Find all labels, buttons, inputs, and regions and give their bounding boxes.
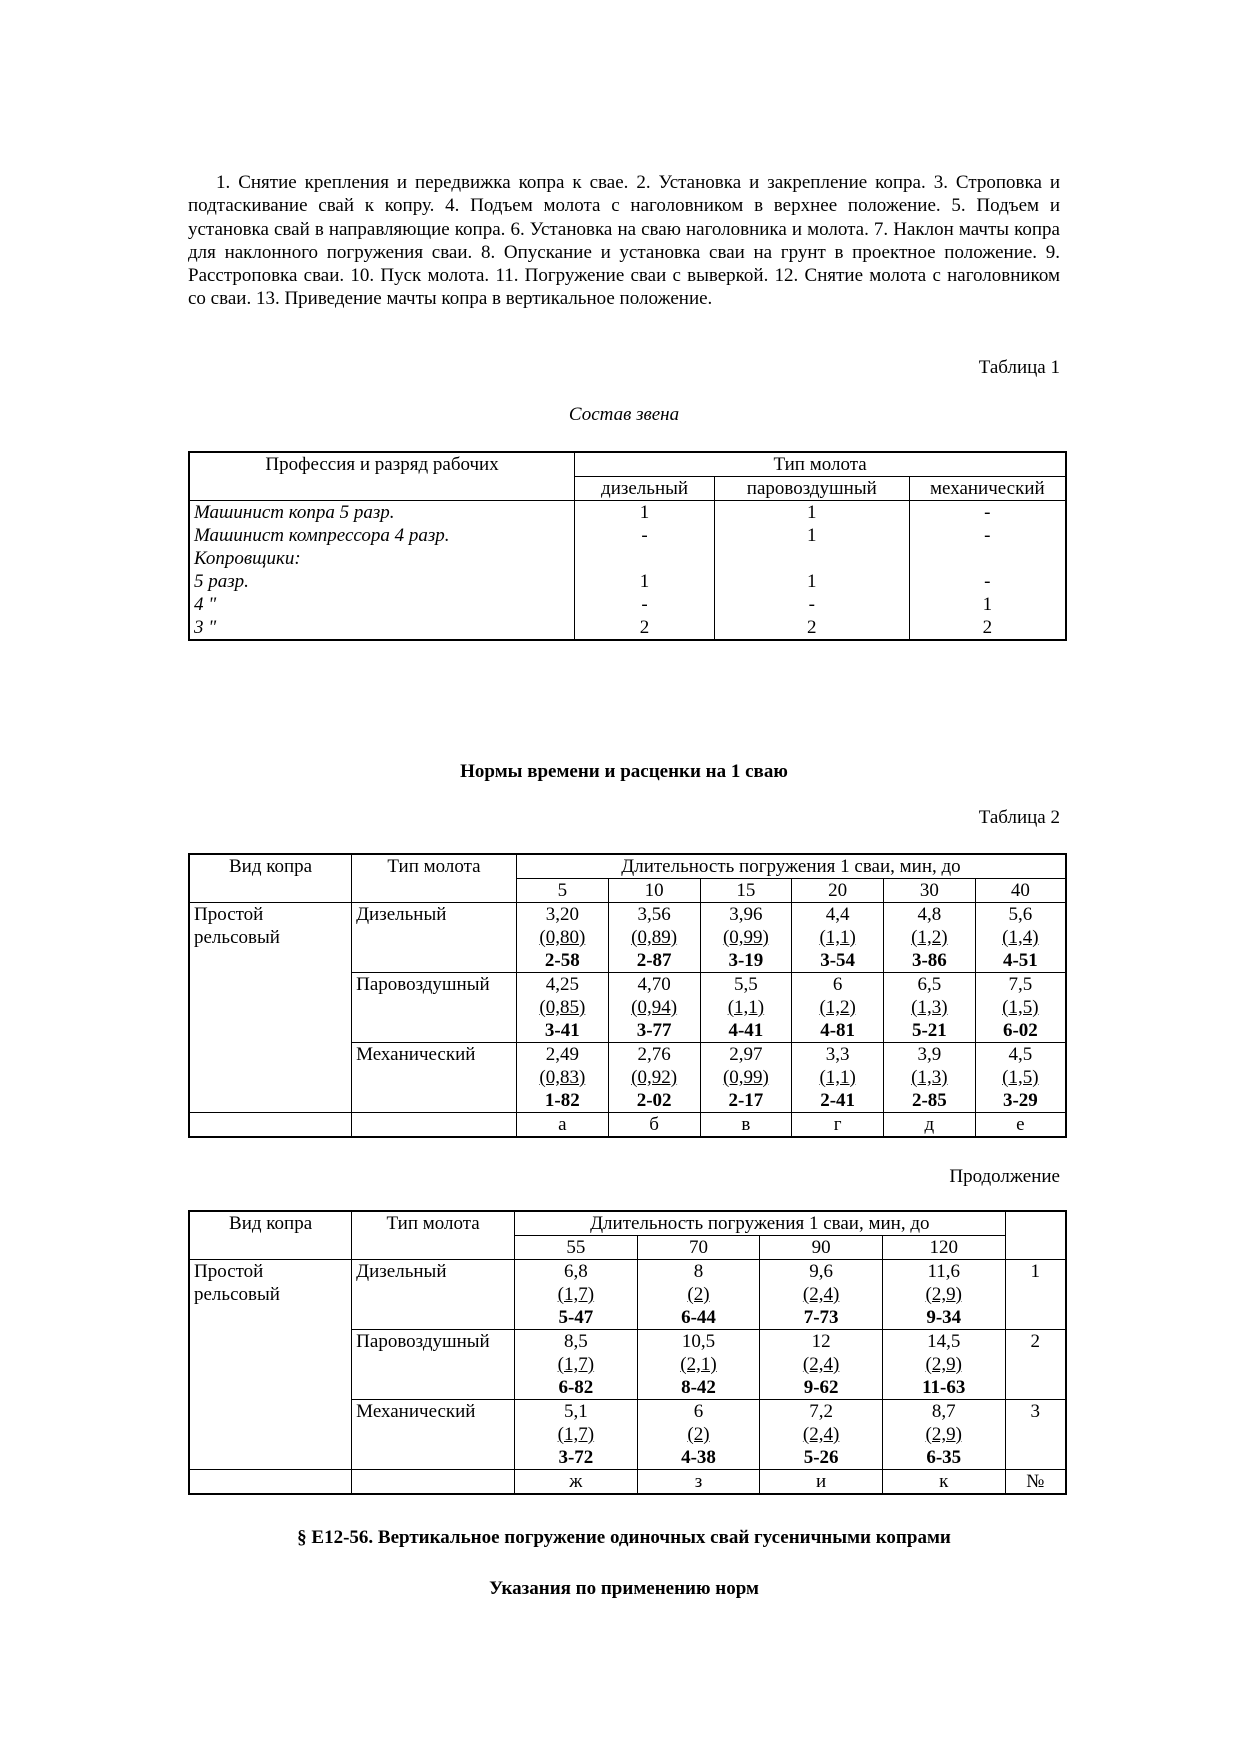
- norm-cell: [975, 903, 1066, 973]
- column-letter: г: [792, 1113, 884, 1138]
- header-hammer-type: Тип молота: [575, 452, 1066, 477]
- header-hammer: Тип молота: [352, 1211, 515, 1260]
- hammer-cell: Механический: [352, 1400, 515, 1470]
- time-norm: 9,6: [809, 1261, 833, 1282]
- pile-driver-cell: Простой рельсовый: [189, 1260, 352, 1470]
- mechanical-count: 1: [909, 593, 1066, 616]
- column-letter: е: [975, 1113, 1066, 1138]
- norm-row: [189, 1260, 1066, 1330]
- time-norm: 4,70: [637, 974, 671, 995]
- machinist-norm: (2,4): [802, 1424, 840, 1445]
- time-norm: 6: [832, 974, 843, 995]
- norm-cell: [516, 973, 608, 1043]
- machinist-norm: (0,94): [631, 997, 678, 1018]
- norm-cell: [516, 903, 608, 973]
- column-letter: а: [516, 1113, 608, 1138]
- diesel-count: 2: [575, 616, 715, 640]
- norm-cell: [792, 973, 884, 1043]
- norm-cell: [884, 1043, 976, 1113]
- machinist-norm: (1,2): [819, 997, 856, 1018]
- header-mechanical: механический: [909, 477, 1066, 501]
- time-norm: 8,5: [564, 1331, 588, 1352]
- diesel-count: [575, 547, 715, 570]
- machinist-norm: (0,85): [539, 997, 586, 1018]
- norm-cell: [515, 1330, 638, 1400]
- duration-cell: 40: [975, 879, 1066, 903]
- steam-air-count: 2: [714, 616, 909, 640]
- rate: 11-63: [922, 1377, 966, 1398]
- time-norm: 12: [811, 1331, 831, 1352]
- hammer-cell: Дизельный: [352, 903, 517, 973]
- machinist-norm: (1,3): [911, 997, 948, 1018]
- crew-row: [189, 593, 1066, 616]
- time-norm: 6,8: [564, 1261, 588, 1282]
- duration-cell: 20: [792, 879, 884, 903]
- time-norm: 2,49: [545, 1044, 579, 1065]
- header-duration: Длительность погружения 1 сваи, мин, до: [516, 854, 1066, 879]
- time-norm: 6,5: [917, 974, 942, 995]
- norm-cell: [608, 903, 700, 973]
- time-norm: 4,5: [1008, 1044, 1033, 1065]
- norm-cell: [637, 1330, 760, 1400]
- norm-cell: [882, 1400, 1005, 1470]
- machinist-norm: (0,89): [631, 927, 678, 948]
- norm-cell: [792, 1043, 884, 1113]
- column-letter: ж: [515, 1470, 638, 1495]
- norm-cell: [975, 973, 1066, 1043]
- mechanical-count: -: [909, 524, 1066, 547]
- header-row: [189, 854, 1066, 879]
- time-norm: 3,9: [917, 1044, 942, 1065]
- row-number: 3: [1005, 1400, 1066, 1470]
- machinist-norm: (1,7): [557, 1424, 595, 1445]
- rate: 2-87: [636, 950, 672, 971]
- column-letter: б: [608, 1113, 700, 1138]
- rate: 6-35: [926, 1447, 962, 1468]
- diesel-count: 1: [575, 501, 715, 525]
- norm-cell: [882, 1260, 1005, 1330]
- subsection-title: Указания по применению норм: [489, 1578, 759, 1599]
- header-pile-driver: Вид копра: [189, 1211, 352, 1260]
- norm-cell: [882, 1330, 1005, 1400]
- norm-cell: [637, 1260, 760, 1330]
- rate: 2-41: [820, 1090, 856, 1111]
- rate: 3-77: [636, 1020, 672, 1041]
- rate: 3-54: [820, 950, 856, 971]
- column-letter: в: [700, 1113, 792, 1138]
- rate: 2-58: [544, 950, 580, 971]
- duration-cell: 70: [637, 1236, 760, 1260]
- hammer-cell: Механический: [352, 1043, 517, 1113]
- duration-cell: 10: [608, 879, 700, 903]
- mechanical-count: -: [909, 570, 1066, 593]
- norm-cell: [760, 1400, 883, 1470]
- time-norm: 5,1: [564, 1401, 588, 1422]
- machinist-norm: (0,80): [539, 927, 586, 948]
- time-norm: 6: [693, 1401, 704, 1422]
- time-norm: 5,6: [1008, 904, 1033, 925]
- time-norm: 7,2: [809, 1401, 833, 1422]
- rate: 7-73: [803, 1307, 839, 1328]
- time-norm: 8,7: [931, 1401, 956, 1422]
- rate: 6-82: [558, 1377, 594, 1398]
- mechanical-count: -: [909, 501, 1066, 525]
- duration-cell: 90: [760, 1236, 883, 1260]
- time-norm: 4,8: [917, 904, 942, 925]
- rate: 3-29: [1002, 1090, 1038, 1111]
- machinist-norm: (1,4): [1002, 927, 1039, 948]
- machinist-norm: (2,1): [680, 1354, 717, 1375]
- duration-cell: 120: [882, 1236, 1005, 1260]
- machinist-norm: (2): [687, 1284, 710, 1305]
- header-duration: Длительность погружения 1 сваи, мин, до: [515, 1211, 1006, 1236]
- rate: 9-34: [926, 1307, 962, 1328]
- hammer-cell: Паровоздушный: [352, 973, 517, 1043]
- diesel-count: -: [575, 593, 715, 616]
- letters-row: [189, 1470, 1066, 1495]
- header-num-empty: [1005, 1211, 1066, 1260]
- rate: 4-81: [820, 1020, 856, 1041]
- time-norm: 11,6: [927, 1261, 961, 1282]
- profession-cell: 3 ": [189, 616, 575, 640]
- duration-cell: 15: [700, 879, 792, 903]
- time-norm: 3,56: [637, 904, 671, 925]
- machinist-norm: (0,99): [722, 927, 769, 948]
- machinist-norm: (2,9): [925, 1424, 962, 1445]
- crew-composition-table: [188, 451, 1067, 641]
- column-letter: з: [637, 1470, 760, 1495]
- time-norm: 7,5: [1008, 974, 1033, 995]
- row-number: 1: [1005, 1260, 1066, 1330]
- hammer-cell: Дизельный: [352, 1260, 515, 1330]
- header-diesel: дизельный: [575, 477, 715, 501]
- header-steam-air: паровоздушный: [714, 477, 909, 501]
- diesel-count: 1: [575, 570, 715, 593]
- machinist-norm: (1,1): [819, 1067, 856, 1088]
- empty-cell: [352, 1470, 515, 1495]
- column-letter: д: [884, 1113, 976, 1138]
- rate: 3-19: [728, 950, 764, 971]
- norm-cell: [637, 1400, 760, 1470]
- machinist-norm: (1,3): [911, 1067, 948, 1088]
- machinist-norm: (0,83): [539, 1067, 586, 1088]
- rate: 6-02: [1002, 1020, 1038, 1041]
- steam-air-count: 1: [714, 501, 909, 525]
- rate: 2-17: [728, 1090, 764, 1111]
- norm-cell: [700, 1043, 792, 1113]
- rate: 1-82: [544, 1090, 580, 1111]
- steam-air-count: -: [714, 593, 909, 616]
- table1-title: Состав звена: [568, 404, 680, 425]
- profession-cell: Машинист копра 5 разр.: [189, 501, 575, 525]
- machinist-norm: (1,7): [557, 1354, 595, 1375]
- time-norm: 5,5: [734, 974, 758, 995]
- steam-air-count: 1: [714, 524, 909, 547]
- crew-row: [189, 616, 1066, 640]
- empty-cell: [189, 1470, 352, 1495]
- table2-label: Таблица 2: [978, 807, 1060, 828]
- rate: 5-26: [803, 1447, 839, 1468]
- diesel-count: -: [575, 524, 715, 547]
- rate: 8-42: [681, 1377, 716, 1398]
- empty-cell: [352, 1113, 517, 1138]
- norm-cell: [884, 973, 976, 1043]
- empty-cell: [189, 1113, 352, 1138]
- rate: 6-44: [681, 1307, 716, 1328]
- norm-cell: [975, 1043, 1066, 1113]
- rate: 2-85: [911, 1090, 947, 1111]
- time-norm: 4,25: [545, 974, 579, 995]
- header-row: [189, 1211, 1066, 1236]
- norm-row: [189, 903, 1066, 973]
- steam-air-count: [714, 547, 909, 570]
- norm-cell: [515, 1260, 638, 1330]
- time-norm: 8: [693, 1261, 704, 1282]
- norm-cell: [608, 973, 700, 1043]
- machinist-norm: (1,2): [911, 927, 948, 948]
- norm-cell: [760, 1260, 883, 1330]
- norm-cell: [700, 973, 792, 1043]
- machinist-norm: (2,9): [925, 1354, 962, 1375]
- time-norm: 3,3: [825, 1044, 850, 1065]
- rate: 3-72: [558, 1447, 594, 1468]
- time-norm: 10,5: [681, 1331, 716, 1352]
- machinist-norm: (1,5): [1002, 997, 1039, 1018]
- norms-continuation-table: [188, 1210, 1067, 1495]
- norm-cell: [792, 903, 884, 973]
- rate: 3-41: [544, 1020, 580, 1041]
- machinist-norm: (2,4): [802, 1284, 840, 1305]
- norms-heading: Нормы времени и расценки на 1 сваю: [460, 761, 788, 782]
- machinist-norm: (2,9): [925, 1284, 962, 1305]
- norm-cell: [516, 1043, 608, 1113]
- header-pile-driver: Вид копра: [189, 854, 352, 903]
- rate: 3-86: [911, 950, 947, 971]
- steam-air-count: 1: [714, 570, 909, 593]
- header-profession: Профессия и разряд рабочих: [189, 452, 575, 501]
- row-number: 2: [1005, 1330, 1066, 1400]
- table1-label: Таблица 1: [978, 357, 1060, 378]
- num-label: №: [1005, 1470, 1066, 1495]
- crew-row: [189, 547, 1066, 570]
- duration-cell: 55: [515, 1236, 638, 1260]
- section-title: § Е12-56. Вертикальное погружение одиночных свай гусеничными копрами: [297, 1527, 951, 1548]
- time-norm: 3,20: [545, 904, 579, 925]
- time-norm: 2,97: [729, 1044, 763, 1065]
- header-hammer: Тип молота: [352, 854, 517, 903]
- rate: 4-41: [728, 1020, 764, 1041]
- profession-cell: Машинист компрессора 4 разр.: [189, 524, 575, 547]
- machinist-norm: (0,92): [631, 1067, 678, 1088]
- mechanical-count: [909, 547, 1066, 570]
- duration-cell: 5: [516, 879, 608, 903]
- mechanical-count: 2: [909, 616, 1066, 640]
- letters-row: [189, 1113, 1066, 1138]
- norm-cell: [608, 1043, 700, 1113]
- rate: 2-02: [636, 1090, 672, 1111]
- time-norm: 3,96: [729, 904, 763, 925]
- norm-cell: [700, 903, 792, 973]
- machinist-norm: (2,4): [802, 1354, 840, 1375]
- rate: 4-51: [1002, 950, 1038, 971]
- time-norm: 14,5: [927, 1331, 961, 1352]
- column-letter: к: [882, 1470, 1005, 1495]
- machinist-norm: (1,1): [727, 997, 765, 1018]
- crew-row: [189, 501, 1066, 525]
- machinist-norm: (1,1): [819, 927, 856, 948]
- profession-cell: 5 разр.: [189, 570, 575, 593]
- hammer-cell: Паровоздушный: [352, 1330, 515, 1400]
- norms-table: [188, 853, 1067, 1138]
- crew-row: [189, 524, 1066, 547]
- machinist-norm: (0,99): [722, 1067, 769, 1088]
- work-steps-paragraph: 1. Снятие крепления и передвижка копра к свае. 2. Установка и закрепление копра. 3. Строповка и подтаскивание свай к копру. 4. Подъем молота с наголовником в верхнее положение. 5. Подъем и установка свай в направляющие копра. 6. Установка на сваю наголовника и молота. 7. Наклон мачты копра для наклонного погружения сваи. 8. Опускание и установка сваи на грунт в проектное положение. 9. Расстроповка сваи. 10. Пуск молота. 11. Погружение сваи с выверкой. 12. Снятие молота с наголовником со сваи. 13. Приведение мачты копра в вертикальное положение.: [188, 172, 1060, 310]
- norm-cell: [515, 1400, 638, 1470]
- norm-cell: [760, 1330, 883, 1400]
- duration-cell: 30: [884, 879, 976, 903]
- continuation-label: Продолжение: [949, 1166, 1060, 1187]
- profession-cell: 4 ": [189, 593, 575, 616]
- rate: 5-47: [558, 1307, 594, 1328]
- pile-driver-cell: Простой рельсовый: [189, 903, 352, 1113]
- rate: 4-38: [681, 1447, 716, 1468]
- machinist-norm: (1,5): [1002, 1067, 1039, 1088]
- time-norm: 4,4: [825, 904, 850, 925]
- rate: 9-62: [803, 1377, 839, 1398]
- rate: 5-21: [911, 1020, 947, 1041]
- column-letter: и: [760, 1470, 883, 1495]
- machinist-norm: (1,7): [557, 1284, 595, 1305]
- time-norm: 2,76: [637, 1044, 671, 1065]
- profession-cell: Копровщики:: [189, 547, 575, 570]
- machinist-norm: (2): [687, 1424, 710, 1445]
- norm-cell: [884, 903, 976, 973]
- crew-row: [189, 570, 1066, 593]
